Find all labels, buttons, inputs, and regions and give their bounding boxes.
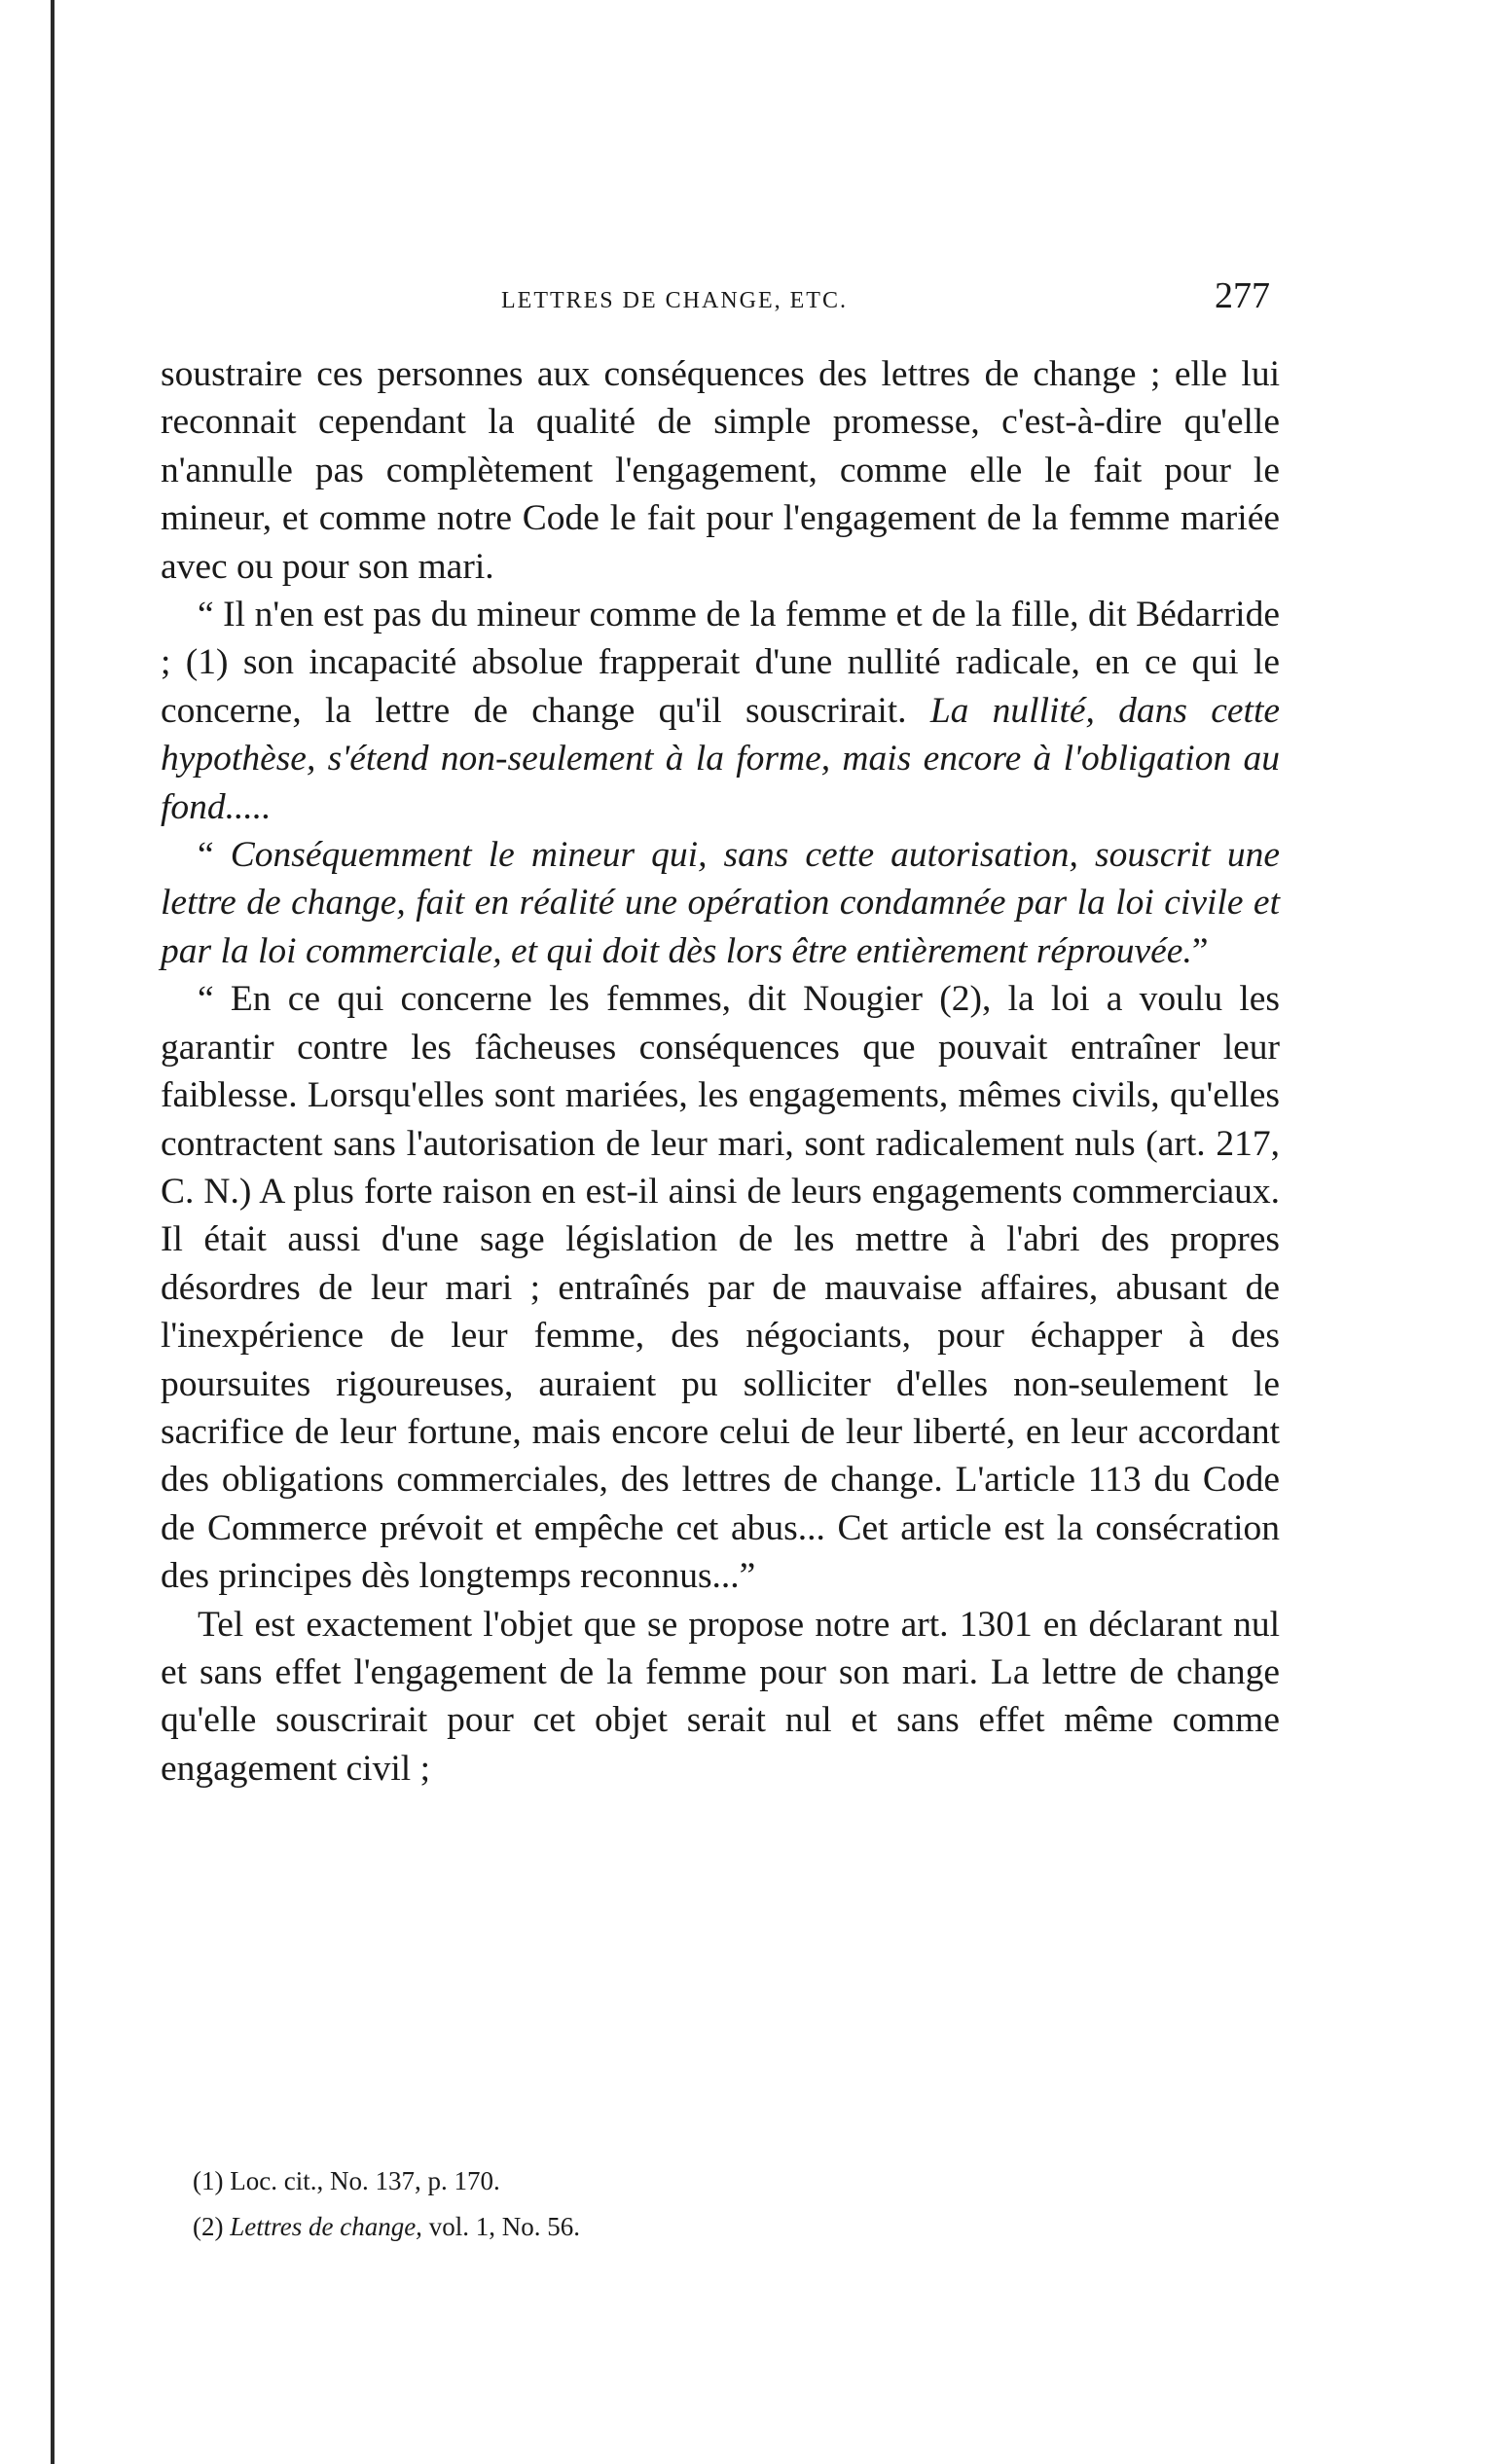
italic-quote: Conséquemment le mineur qui, sans cette autorisation, souscrit une lettre de change, fait en réalité une opération condamnée par la loi civile et par la loi commerciale, et qui doit dès lors être entièrement réprouvée.: [161, 835, 1280, 971]
footnote-2: (2) Lettres de change, vol. 1, No. 56.: [193, 2212, 580, 2241]
page-binding-edge: [51, 0, 55, 2464]
italic-quote: La nullité, dans cette hypothèse, s'étend non-seulement à la forme, mais encore à l'obligation au fond.....: [161, 690, 1281, 827]
page-header: [161, 274, 1280, 323]
paragraph-3-italic-quote: “ Conséquemment le mineur qui, sans cette autorisation, souscrit une lettre de change, fait en réalité une opération condamnée par la loi civile et par la loi commerciale, et qui doit dès lors être entièrement réprouvée.”: [161, 835, 1280, 971]
running-title: LETTRES DE CHANGE, ETC.: [501, 288, 848, 313]
paragraph-2-bedarride-quote: “ Il n'en est pas du mineur comme de la femme et de la fille, dit Bédarride ; (1) son incapacité absolue frapperait d'une nullité radicale, en ce qui le concerne, la lettre de change qu'il souscrirait. La nullité, dans cette hypothèse, s'étend non-seulement à la forme, mais encore à l'obligation au fond.....: [161, 595, 1281, 827]
page-number: 277: [1215, 275, 1270, 316]
footnotes: [193, 2158, 1263, 2250]
paragraph-4-nougier-quote: “ En ce qui concerne les femmes, dit Nougier (2), la loi a voulu les garantir contre les fâcheuses conséquences que pouvait entraîner leur faiblesse. Lorsqu'elles sont mariées, les engagements, mêmes civils, qu'elles contractent sans l'autorisation de leur mari, sont radicalement nuls (art. 217, C. N.) A plus forte raison en est-il ainsi de leurs engagements commerciaux. Il était aussi d'une sage législation de les mettre à l'abri des propres désordres de leur mari ; entraînés par de mauvaise affaires, abusant de l'inexpérience de leur femme, des négociants, pour échapper à des poursuites rigoureuses, auraient pu solliciter d'elles non-seulement le sacrifice de leur fortune, mais encore celui de leur liberté, en leur accordant des obligations commerciales, des lettres de change. L'article 113 du Code de Commerce prévoit et empêche cet abus... Cet article est la consécration des principes dès longtemps reconnus...”: [161, 979, 1280, 1597]
body-text: [161, 350, 1280, 1793]
paragraph-1: soustraire ces personnes aux conséquences des lettres de change ; elle lui reconnait cependant la qualité de simple promesse, c'est-à-dire qu'elle n'annulle pas complètement l'engagement, comme elle le fait pour le mineur, et comme notre Code le fait pour l'engagement de la femme mariée avec ou pour son mari.: [161, 354, 1280, 587]
footnote-1: (1) Loc. cit., No. 137, p. 170.: [193, 2166, 500, 2195]
paragraph-5: Tel est exactement l'objet que se propose notre art. 1301 en déclarant nul et sans effet l'engagement de la femme pour son mari. La lettre de change qu'elle souscrirait pour cet objet serait nul et sans effet même comme engagement civil ;: [161, 1604, 1280, 1789]
